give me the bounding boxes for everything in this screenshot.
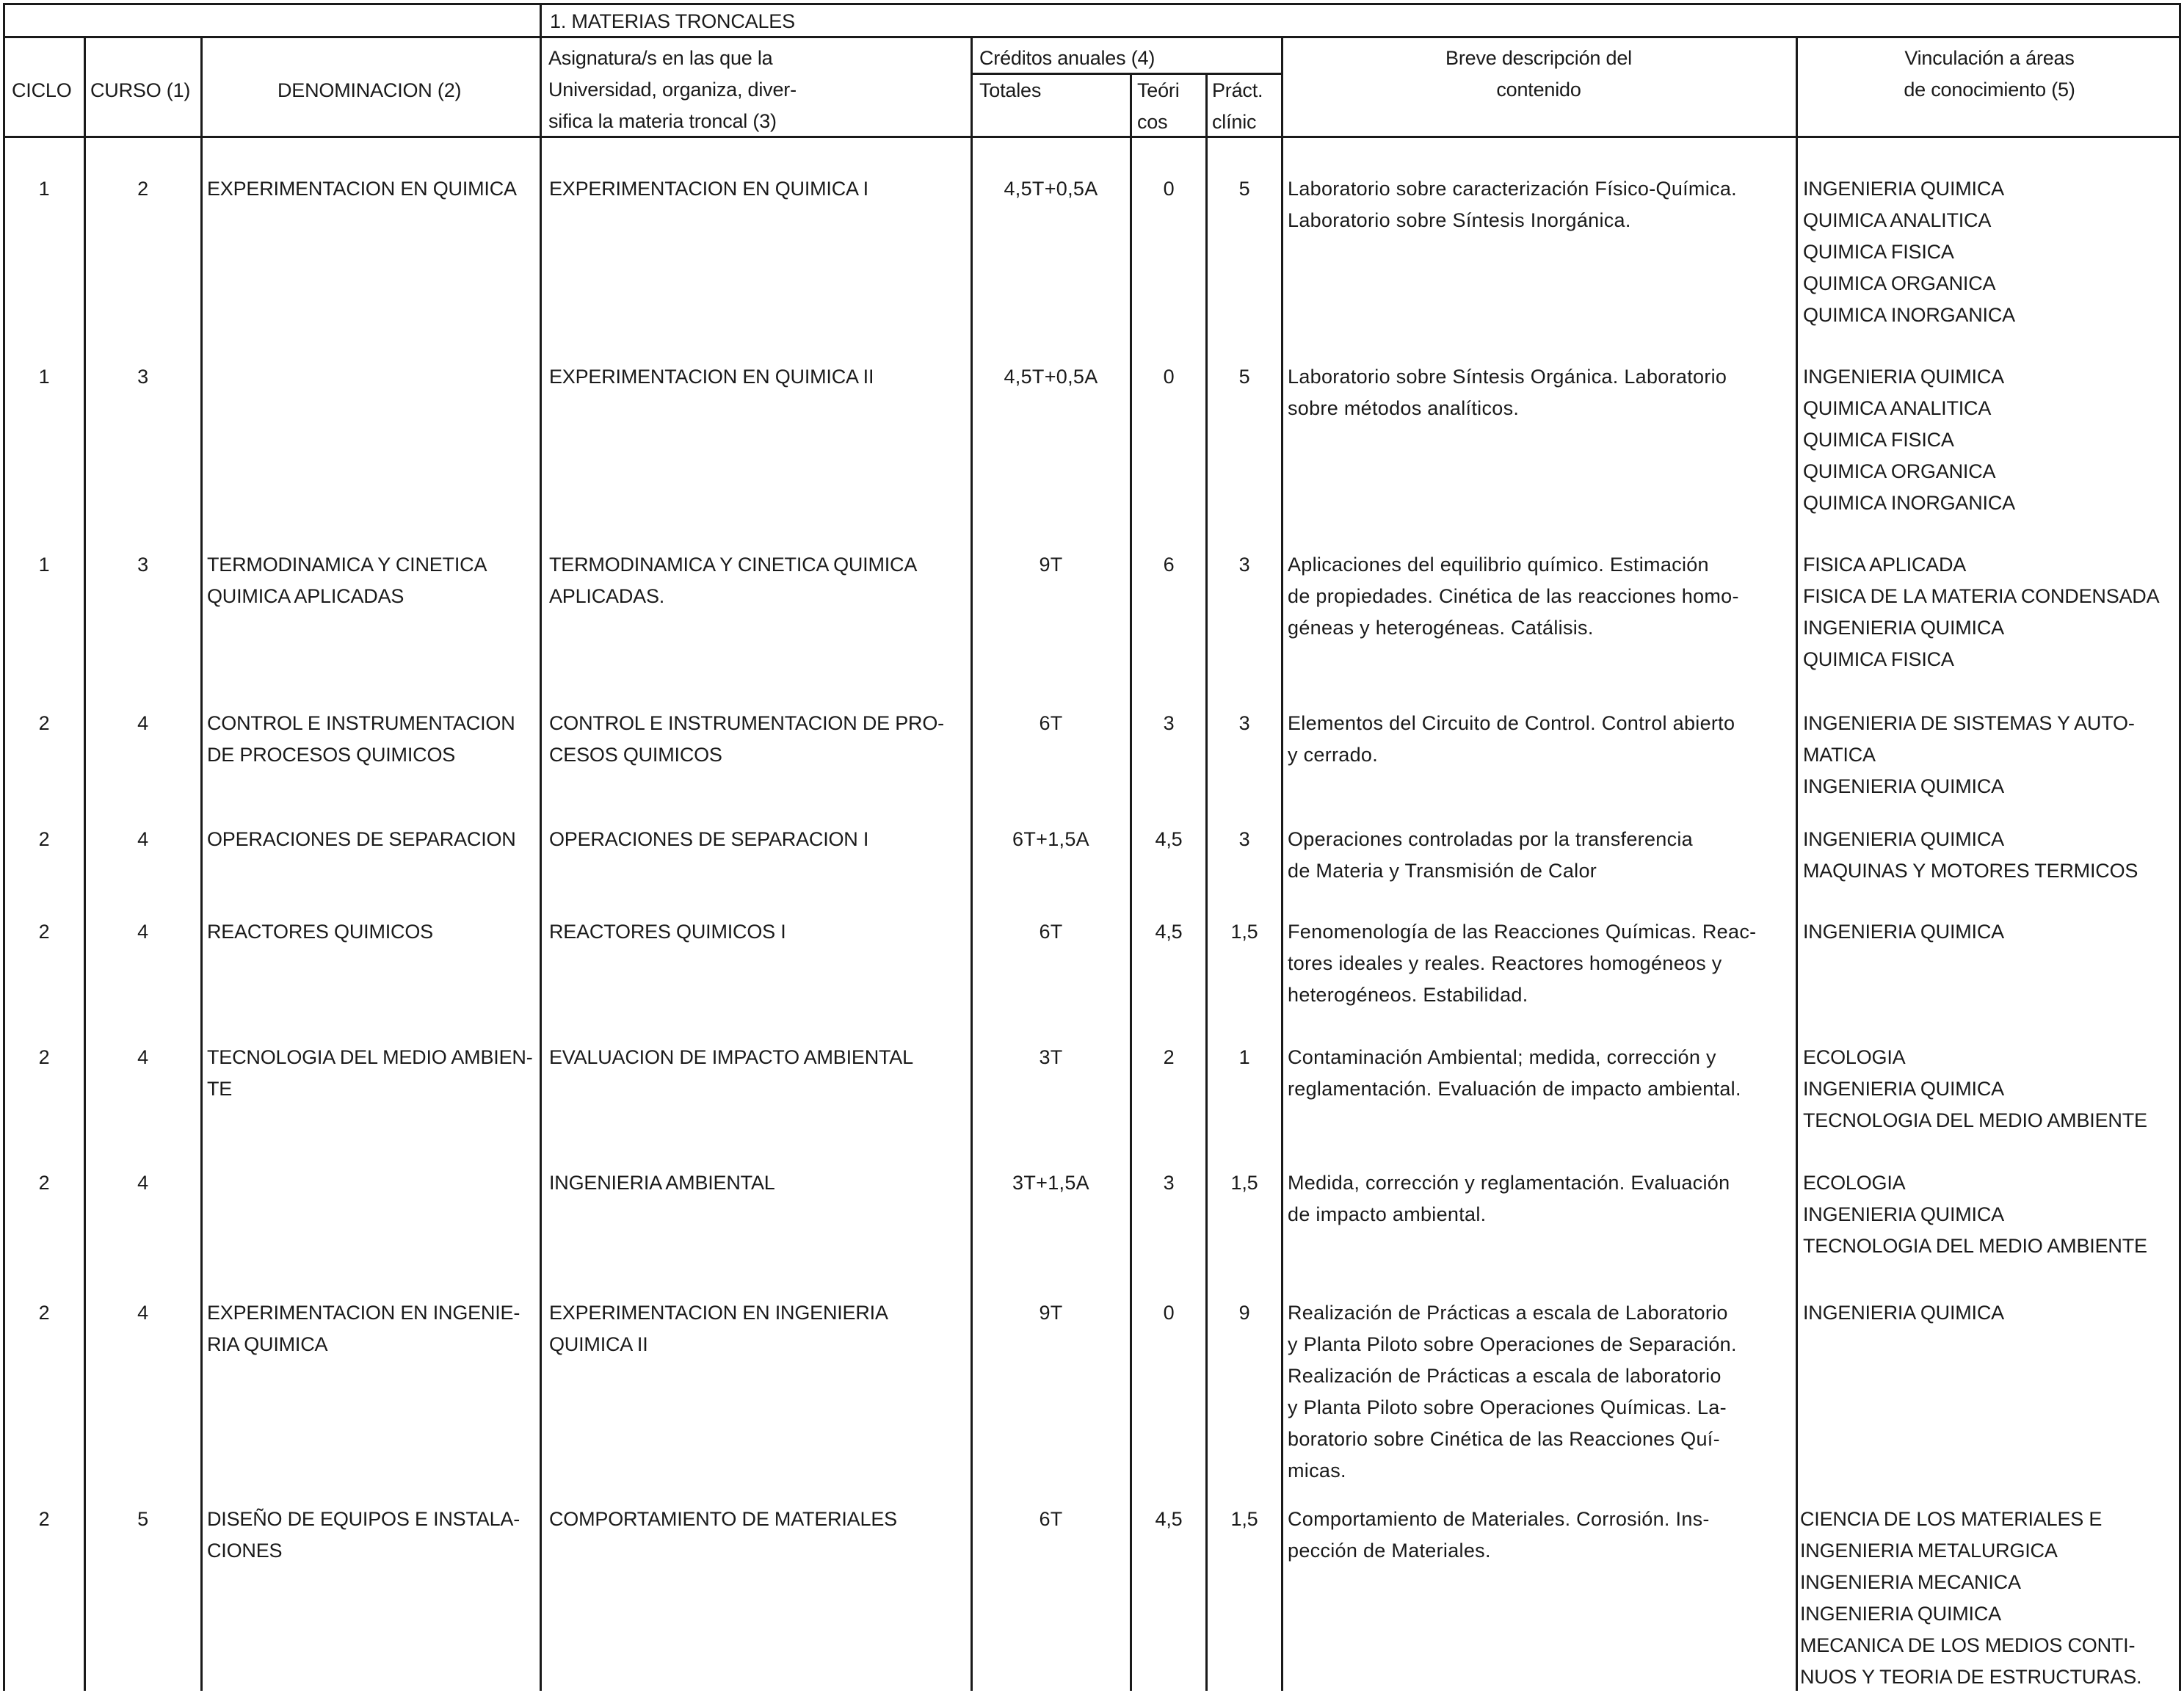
cell-ciclo: 2 <box>38 1508 50 1530</box>
col-divider-totales <box>1130 73 1132 1691</box>
header-asignatura: Asignatura/s en las que la Universidad, organiza, diver- sifica la materia troncal (3) <box>548 47 797 132</box>
cell-descripcion: Comportamiento de Materiales. Corrosión. Ins- pección de Materiales. <box>1288 1508 1710 1562</box>
cell-denominacion: DISEÑO DE EQUIPOS E INSTALA- CIONES <box>207 1508 520 1562</box>
cell-descripcion: Operaciones controladas por la transferencia de Materia y Transmisión de Calor <box>1288 828 1693 882</box>
cell-denominacion: CONTROL E INSTRUMENTACION DE PROCESOS QUIMICOS <box>207 712 515 766</box>
header-bottom-divider <box>3 136 2181 138</box>
cell-vinculacion: INGENIERIA QUIMICA QUIMICA ANALITICA QUIMICA FISICA QUIMICA ORGANICA QUIMICA INORGANICA <box>1803 178 2015 326</box>
cell-asignatura: EVALUACION DE IMPACTO AMBIENTAL <box>549 1046 913 1068</box>
header-teoricos: Teóri cos <box>1137 79 1180 133</box>
cell-ciclo: 2 <box>38 1046 50 1068</box>
cell-curso: 5 <box>137 1508 148 1530</box>
cell-totales: 4,5T+0,5A <box>1004 178 1098 200</box>
cell-curso: 4 <box>137 828 148 850</box>
cell-descripcion: Laboratorio sobre caracterización Físico-Química. Laboratorio sobre Síntesis Inorgánica. <box>1288 178 1737 231</box>
cell-totales: 9T <box>1039 554 1063 576</box>
cell-practicos: 1 <box>1238 1046 1250 1068</box>
cell-teoricos: 0 <box>1163 178 1175 200</box>
cell-asignatura: REACTORES QUIMICOS I <box>549 921 786 943</box>
cell-practicos: 1,5 <box>1230 1172 1258 1194</box>
cell-asignatura: INGENIERIA AMBIENTAL <box>549 1172 775 1194</box>
header-ciclo: CICLO <box>12 79 72 101</box>
cell-vinculacion: CIENCIA DE LOS MATERIALES E INGENIERIA METALURGICA INGENIERIA MECANICA INGENIERIA QUIMICA MECANICA DE LOS MEDIOS CONTI- NUOS Y TEORIA DE ESTRUCTURAS. <box>1800 1508 2142 1688</box>
col-divider-denominacion <box>540 3 542 1691</box>
col-divider-descripcion <box>1796 36 1798 1691</box>
cell-ciclo: 1 <box>38 178 50 200</box>
cell-teoricos: 4,5 <box>1155 1508 1183 1530</box>
header-curso: CURSO (1) <box>90 79 191 101</box>
col-divider-curso <box>200 36 203 1691</box>
cell-ciclo: 1 <box>38 554 50 576</box>
cell-asignatura: OPERACIONES DE SEPARACION I <box>549 828 869 850</box>
col-divider-ciclo <box>84 36 86 1691</box>
cell-practicos: 9 <box>1238 1302 1250 1324</box>
cell-asignatura: TERMODINAMICA Y CINETICA QUIMICA APLICADAS. <box>549 554 918 607</box>
cell-descripcion: Aplicaciones del equilibrio químico. Estimación de propiedades. Cinética de las reacciones homo- géneas y heterogéneas. Catálisis. <box>1288 554 1739 639</box>
cell-vinculacion: INGENIERIA DE SISTEMAS Y AUTO- MATICA INGENIERIA QUIMICA <box>1803 712 2135 797</box>
table-right-border <box>2179 3 2181 1691</box>
cell-totales: 3T <box>1039 1046 1063 1068</box>
cell-denominacion: TECNOLOGIA DEL MEDIO AMBIEN- TE <box>207 1046 533 1100</box>
cell-vinculacion: INGENIERIA QUIMICA MAQUINAS Y MOTORES TERMICOS <box>1803 828 2138 882</box>
cell-vinculacion: FISICA APLICADA FISICA DE LA MATERIA CONDENSADA INGENIERIA QUIMICA QUIMICA FISICA <box>1803 554 2160 670</box>
cell-denominacion: EXPERIMENTACION EN QUIMICA <box>207 178 517 200</box>
header-creditos: Créditos anuales (4) <box>979 47 1156 69</box>
col-divider-creditos <box>1281 36 1283 1691</box>
cell-descripcion: Realización de Prácticas a escala de Laboratorio y Planta Piloto sobre Operaciones de Separación. Realización de Prácticas a escala de laboratorio y Planta Piloto sobre Operaciones Químicas. La- boratorio sobre Cinética de las Reacciones Quí- micas. <box>1288 1302 1737 1482</box>
col-divider-teoricos <box>1205 73 1208 1691</box>
cell-asignatura: EXPERIMENTACION EN INGENIERIA QUIMICA II <box>549 1302 888 1355</box>
cell-practicos: 1,5 <box>1230 921 1258 943</box>
cell-asignatura: EXPERIMENTACION EN QUIMICA II <box>549 366 874 388</box>
title-divider <box>3 36 2181 38</box>
cell-totales: 9T <box>1039 1302 1063 1324</box>
cell-practicos: 5 <box>1238 178 1250 200</box>
cell-practicos: 3 <box>1238 712 1250 734</box>
cell-vinculacion: ECOLOGIA INGENIERIA QUIMICA TECNOLOGIA DEL MEDIO AMBIENTE <box>1803 1046 2147 1131</box>
cell-totales: 3T+1,5A <box>1012 1172 1089 1194</box>
cell-totales: 6T <box>1039 1508 1063 1530</box>
cell-descripcion: Elementos del Circuito de Control. Control abierto y cerrado. <box>1288 712 1735 766</box>
cell-teoricos: 2 <box>1163 1046 1175 1068</box>
cell-ciclo: 2 <box>38 828 50 850</box>
cell-asignatura: CONTROL E INSTRUMENTACION DE PRO- CESOS QUIMICOS <box>549 712 944 766</box>
header-descripcion: Breve descripción del contenido <box>1445 47 1632 101</box>
cell-curso: 3 <box>137 554 148 576</box>
cell-denominacion: EXPERIMENTACION EN INGENIE- RIA QUIMICA <box>207 1302 520 1355</box>
cell-practicos: 5 <box>1238 366 1250 388</box>
cell-curso: 4 <box>137 1172 148 1194</box>
cell-ciclo: 1 <box>38 366 50 388</box>
cell-denominacion: OPERACIONES DE SEPARACION <box>207 828 516 850</box>
cell-teoricos: 0 <box>1163 1302 1175 1324</box>
cell-totales: 6T <box>1039 921 1063 943</box>
cell-curso: 4 <box>137 712 148 734</box>
cell-practicos: 3 <box>1238 828 1250 850</box>
cell-teoricos: 6 <box>1163 554 1175 576</box>
cell-ciclo: 2 <box>38 712 50 734</box>
cell-totales: 6T <box>1039 712 1063 734</box>
cell-denominacion: REACTORES QUIMICOS <box>207 921 433 943</box>
cell-totales: 6T+1,5A <box>1012 828 1089 850</box>
cell-asignatura: EXPERIMENTACION EN QUIMICA I <box>549 178 868 200</box>
cell-curso: 2 <box>137 178 148 200</box>
header-denominacion: DENOMINACION (2) <box>277 79 462 101</box>
cell-teoricos: 3 <box>1163 1172 1175 1194</box>
cell-curso: 3 <box>137 366 148 388</box>
cell-vinculacion: ECOLOGIA INGENIERIA QUIMICA TECNOLOGIA DEL MEDIO AMBIENTE <box>1803 1172 2147 1257</box>
cell-descripcion: Laboratorio sobre Síntesis Orgánica. Laboratorio sobre métodos analíticos. <box>1288 366 1727 419</box>
cell-vinculacion: INGENIERIA QUIMICA <box>1803 1302 2004 1324</box>
cell-teoricos: 4,5 <box>1155 921 1183 943</box>
cell-descripcion: Contaminación Ambiental; medida, corrección y reglamentación. Evaluación de impacto ambiental. <box>1288 1046 1741 1100</box>
cell-teoricos: 4,5 <box>1155 828 1183 850</box>
cell-descripcion: Fenomenología de las Reacciones Químicas. Reac- tores ideales y reales. Reactores homogéneos y heterogéneos. Estabilidad. <box>1288 921 1757 1006</box>
cell-descripcion: Medida, corrección y reglamentación. Evaluación de impacto ambiental. <box>1288 1172 1730 1225</box>
cell-vinculacion: INGENIERIA QUIMICA <box>1803 921 2004 943</box>
table-top-border <box>3 3 2181 5</box>
header-practicos: Práct. clínic <box>1212 79 1263 133</box>
cell-denominacion: TERMODINAMICA Y CINETICA QUIMICA APLICADAS <box>207 554 487 607</box>
section-title: 1. MATERIAS TRONCALES <box>550 10 795 32</box>
cell-practicos: 3 <box>1238 554 1250 576</box>
cell-teoricos: 0 <box>1163 366 1175 388</box>
cell-curso: 4 <box>137 1302 148 1324</box>
cell-curso: 4 <box>137 1046 148 1068</box>
cell-asignatura: COMPORTAMIENTO DE MATERIALES <box>549 1508 897 1530</box>
header-vinculacion: Vinculación a áreas de conocimiento (5) <box>1904 47 2075 101</box>
cell-ciclo: 2 <box>38 1172 50 1194</box>
cell-curso: 4 <box>137 921 148 943</box>
cell-totales: 4,5T+0,5A <box>1004 366 1098 388</box>
col-divider-asignatura <box>971 36 973 1691</box>
cell-teoricos: 3 <box>1163 712 1175 734</box>
cell-practicos: 1,5 <box>1230 1508 1258 1530</box>
cell-vinculacion: INGENIERIA QUIMICA QUIMICA ANALITICA QUIMICA FISICA QUIMICA ORGANICA QUIMICA INORGANICA <box>1803 366 2015 514</box>
cell-ciclo: 2 <box>38 921 50 943</box>
header-totales: Totales <box>979 79 1042 101</box>
cell-ciclo: 2 <box>38 1302 50 1324</box>
